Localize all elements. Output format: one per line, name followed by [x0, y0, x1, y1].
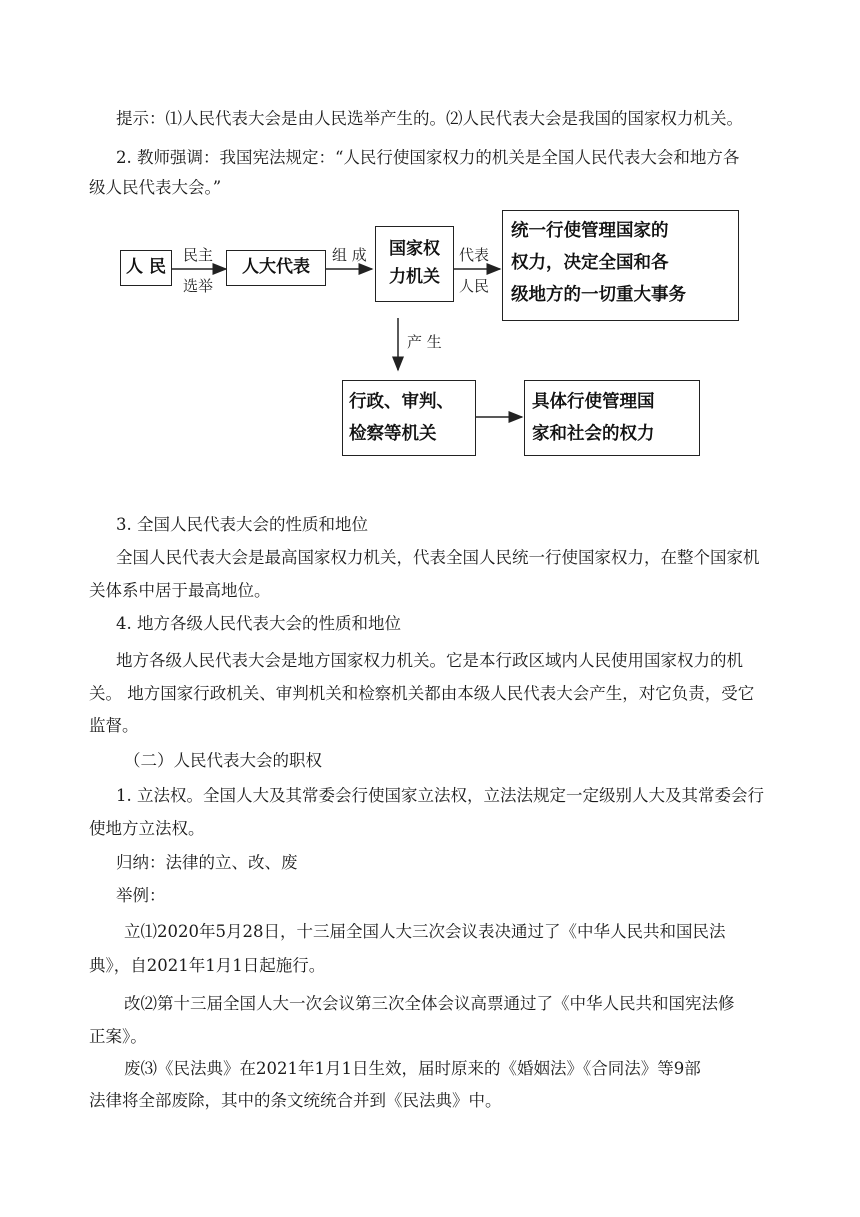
organ-line2: 力机关	[389, 267, 440, 287]
legislative-line2: 使地方立法权。	[89, 819, 205, 838]
label-people: 人民	[459, 277, 490, 295]
legislative-line1: 1. 立法权。全国人大及其常委会行使国家立法权，立法法规定一定级别人大及其常委会行	[116, 786, 764, 805]
summary-text: 归纳：法律的立、改、废	[116, 853, 298, 872]
example-label: 举例：	[116, 886, 166, 905]
example1-line1: 立⑴2020年5月28日，十三届全国人大三次会议表决通过了《中华人民共和国民法	[124, 922, 726, 941]
section4-title: 4. 地方各级人民代表大会的性质和地位	[116, 614, 401, 633]
npc-deputies-box	[226, 250, 326, 286]
unified-power-box	[502, 210, 739, 321]
specific-power-box	[524, 380, 700, 456]
agencies-line2: 检察等机关	[349, 424, 437, 444]
example2-line1: 改⑵第十三届全国人大一次会议第三次全体会议高票通过了《中华人民共和国宪法修	[124, 994, 735, 1013]
power-line2: 权力，决定全国和各	[511, 253, 669, 273]
section2-heading: （二）人民代表大会的职权	[124, 751, 322, 770]
power-line1: 统一行使管理国家的	[511, 221, 669, 241]
label-election: 选举	[183, 277, 214, 295]
state-power-organ-box	[375, 226, 454, 302]
organ-line1: 国家权	[389, 239, 440, 259]
hint-text: 提示：⑴人民代表大会是由人民选举产生的。⑵人民代表大会是我国的国家权力机关。	[116, 109, 743, 128]
example1-line2: 典》，自2021年1月1日起施行。	[89, 956, 326, 975]
section3-line2: 关体系中居于最高地位。	[89, 581, 271, 600]
section4-line2: 关。 地方国家行政机关、审判机关和检察机关都由本级人民代表大会产生，对它负责，受它	[89, 684, 755, 703]
people-box	[120, 250, 172, 286]
example3-line2: 法律将全部废除，其中的条文统统合并到《民法典》中。	[89, 1091, 502, 1110]
section4-line3: 监督。	[89, 716, 139, 735]
section3-title: 3. 全国人民代表大会的性质和地位	[116, 515, 368, 534]
specific-line2: 家和社会的权力	[532, 424, 655, 444]
teacher-emphasis-line2: 级人民代表大会。”	[89, 178, 222, 197]
label-compose: 组 成	[332, 246, 367, 264]
people-label: 人 民	[126, 257, 166, 277]
teacher-emphasis-line1: 2. 教师强调：我国宪法规定：“人民行使国家权力的机关是全国人民代表大会和地方各	[116, 148, 740, 167]
example3-line1: 废⑶《民法典》在2021年1月1日生效，届时原来的《婚姻法》《合同法》等9部	[124, 1059, 701, 1078]
label-represent: 代表	[459, 246, 490, 264]
section4-line1: 地方各级人民代表大会是地方国家权力机关。它是本行政区域内人民使用国家权力的机	[116, 651, 743, 670]
label-produce: 产 生	[407, 333, 442, 351]
section3-line1: 全国人民代表大会是最高国家权力机关，代表全国人民统一行使国家权力，在整个国家机	[116, 548, 760, 567]
label-democratic: 民主	[183, 246, 214, 264]
agencies-line1: 行政、审判、	[349, 392, 454, 412]
specific-line1: 具体行使管理国	[532, 392, 655, 412]
npc-deputies-label: 人大代表	[242, 257, 310, 277]
power-line3: 级地方的一切重大事务	[511, 285, 686, 305]
example2-line2: 正案》。	[89, 1027, 147, 1046]
agencies-box	[342, 380, 476, 456]
